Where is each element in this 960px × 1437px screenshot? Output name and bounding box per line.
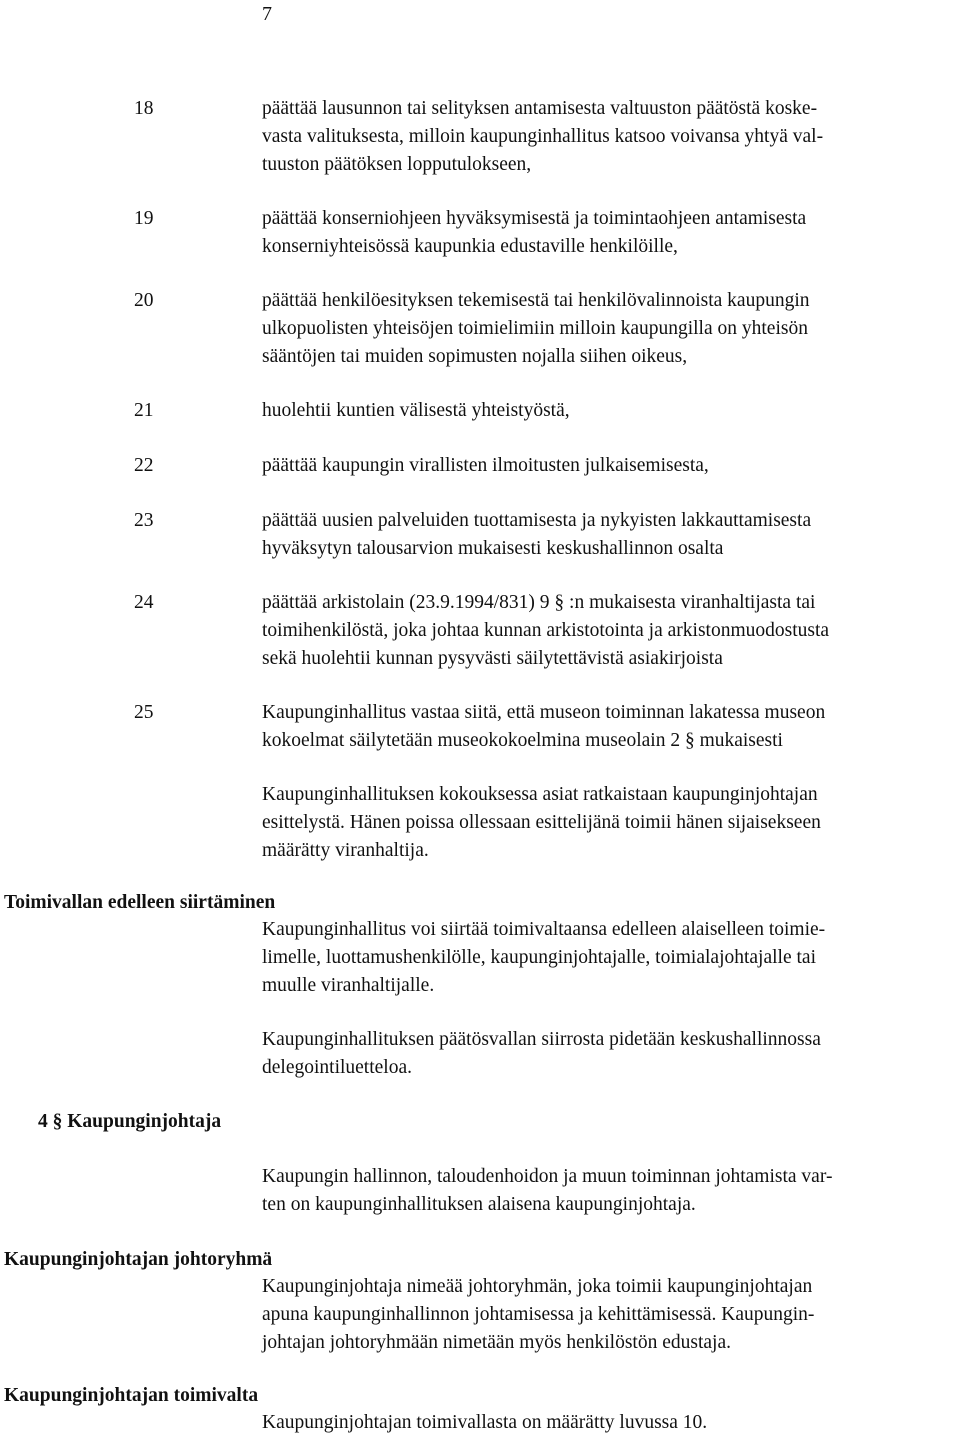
text-line: sääntöjen tai muiden sopimusten nojalla siihen oikeus, <box>262 346 688 367</box>
item-text <box>262 589 960 673</box>
text-line: Kaupunginhallitus voi siirtää toimivaltaansa edelleen alaiselleen toimie- <box>262 919 826 940</box>
text-line: johtajan johtoryhmään nimetään myös henkilöstön edustaja. <box>262 1332 731 1353</box>
text-line: Kaupunginhallitus vastaa siitä, että museon toiminnan lakatessa museon <box>262 702 826 723</box>
item-number: 20 <box>134 290 154 311</box>
item-number: 18 <box>134 98 154 119</box>
item-number: 24 <box>134 592 154 613</box>
text-line: muulle viranhaltijalle. <box>262 975 435 996</box>
text-line: päättää konserniohjeen hyväksymisestä ja toimintaohjeen antamisesta <box>262 208 807 229</box>
delegation-paragraph-2 <box>262 1026 960 1082</box>
text-line: Kaupunginhallituksen kokouksessa asiat ratkaistaan kaupunginjohtajan <box>262 784 818 805</box>
text-line: Kaupungin hallinnon, taloudenhoidon ja muun toiminnan johtamista var- <box>262 1166 833 1187</box>
text-line: huolehtii kuntien välisestä yhteistyöstä, <box>262 400 570 421</box>
text-line: Kaupunginjohtajan toimivallasta on määrätty luvussa 10. <box>262 1412 708 1433</box>
item-text <box>262 95 960 179</box>
text-line: apuna kaupunginhallinnon johtamisessa ja kehittämisessä. Kaupungin- <box>262 1304 815 1325</box>
text-line: päättää arkistolain (23.9.1994/831) 9 § :n mukaisesta viranhaltijasta tai <box>262 592 816 613</box>
text-line: Kaupunginhallituksen päätösvallan siirrosta pidetään keskushallinnossa <box>262 1029 821 1050</box>
item-number: 22 <box>134 455 154 476</box>
text-line: esittelystä. Hänen poissa ollessaan esittelijänä toimii hänen sijaisekseen <box>262 812 821 833</box>
text-line: vasta valituksesta, milloin kaupunginhallitus katsoo voivansa yhtyä val- <box>262 126 824 147</box>
item-text <box>262 287 960 371</box>
text-line: hyväksytyn talousarvion mukaisesti keskushallinnon osalta <box>262 538 724 559</box>
text-line: toimihenkilöstä, joka johtaa kunnan arkistotointa ja arkistonmuodostusta <box>262 620 830 641</box>
text-line: määrätty viranhaltija. <box>262 840 429 861</box>
text-line: päättää henkilöesityksen tekemisestä tai henkilövalinnoista kaupungin <box>262 290 810 311</box>
text-line: ulkopuolisten yhteisöjen toimielimiin milloin kaupungilla on yhteisön <box>262 318 808 339</box>
section-heading-management-group: Kaupunginjohtajan johtoryhmä <box>4 1249 273 1270</box>
page-number: 7 <box>262 3 272 25</box>
text-line: Kaupunginjohtaja nimeää johtoryhmän, joka toimii kaupunginjohtajan <box>262 1276 813 1297</box>
item-number: 21 <box>134 400 154 421</box>
text-line: sekä huolehtii kunnan pysyvästi säilytettävistä asiakirjoista <box>262 648 723 669</box>
text-line: ten on kaupunginhallituksen alaisena kaupunginjohtaja. <box>262 1194 696 1215</box>
item-text <box>262 699 960 755</box>
presentation-paragraph <box>262 781 960 865</box>
item-number: 25 <box>134 702 154 723</box>
section-heading-mayor-authority: Kaupunginjohtajan toimivalta <box>4 1385 259 1406</box>
mayor-authority-paragraph <box>262 1409 960 1437</box>
text-line: päättää uusien palveluiden tuottamisesta ja nykyisten lakkauttamisesta <box>262 510 812 531</box>
delegation-paragraph-1 <box>262 916 960 1000</box>
section-heading-mayor: 4 § Kaupunginjohtaja <box>38 1111 222 1132</box>
text-line: delegointiluetteloa. <box>262 1057 412 1078</box>
text-line: kokoelmat säilytetään museokokoelmina museolain 2 § mukaisesti <box>262 730 783 751</box>
item-number: 23 <box>134 510 154 531</box>
item-text <box>262 507 960 563</box>
text-line: päättää lausunnon tai selityksen antamisesta valtuuston päätöstä koske- <box>262 98 818 119</box>
management-group-paragraph <box>262 1273 960 1357</box>
mayor-paragraph <box>262 1163 960 1219</box>
item-text <box>262 397 960 425</box>
text-line: päättää kaupungin virallisten ilmoitusten julkaisemisesta, <box>262 455 709 476</box>
text-line: tuuston päätöksen lopputulokseen, <box>262 154 532 175</box>
item-number: 19 <box>134 208 154 229</box>
section-heading-delegation: Toimivallan edelleen siirtäminen <box>4 892 276 913</box>
text-line: konserniyhteisössä kaupunkia edustaville henkilöille, <box>262 236 678 257</box>
text-line: limelle, luottamushenkilölle, kaupunginjohtajalle, toimialajohtajalle tai <box>262 947 816 968</box>
item-text <box>262 205 960 261</box>
item-text <box>262 452 960 480</box>
